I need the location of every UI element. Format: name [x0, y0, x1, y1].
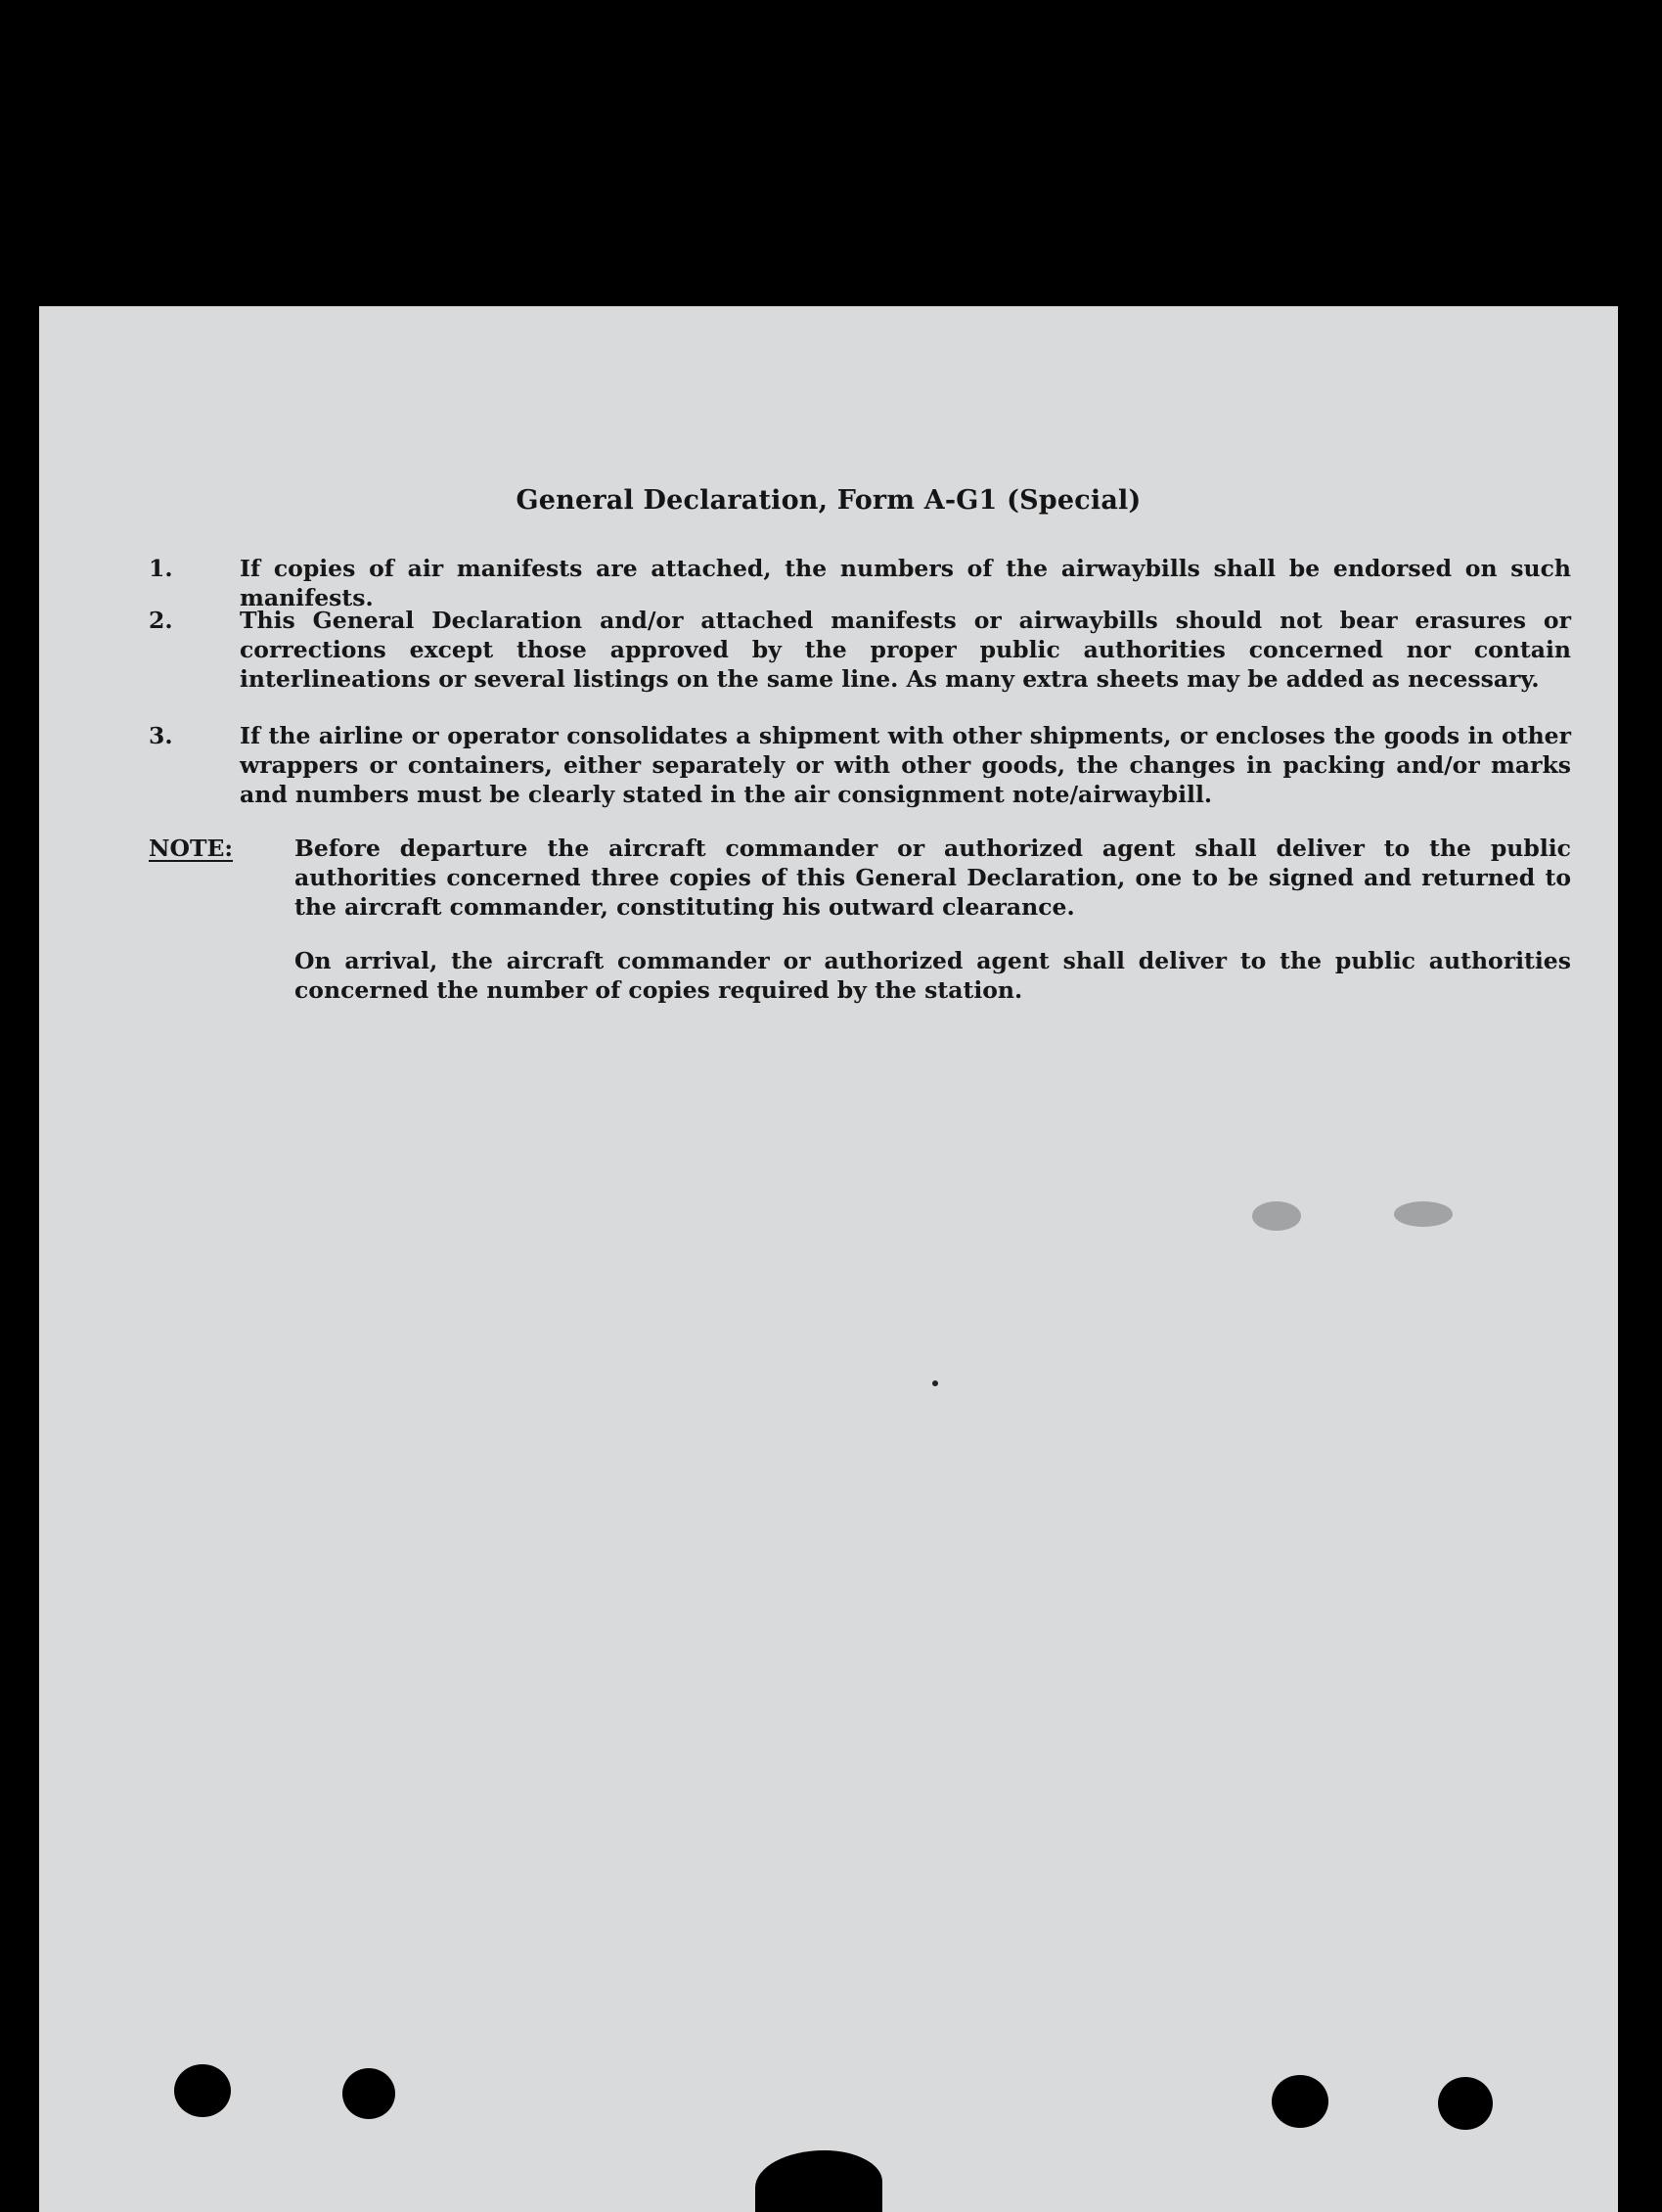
item-number: 3. — [149, 722, 173, 749]
punch-hole-icon — [1438, 2077, 1493, 2130]
torn-edge — [755, 2150, 882, 2212]
item-text: If the airline or operator consolidates a shipment with other shipments, or encloses the goods in other wrappers or containers, either separately or with other goods, the changes in packing and/or marks and numbers must be clearly stated in the air consignment note/airwaybill. — [240, 722, 1571, 808]
instruction-item-2 — [149, 606, 1571, 694]
item-number: 1. — [149, 555, 173, 582]
document-page — [39, 306, 1618, 2212]
punch-hole-icon — [342, 2068, 395, 2119]
note-paragraph-departure: Before departure the aircraft commander or authorized agent shall deliver to the public authorities concerned three copies of this General Declaration, one to be signed and returned to the aircraft commander, constituting his outward clearance. — [294, 835, 1571, 921]
scan-speck — [932, 1380, 938, 1386]
punch-hole-icon — [174, 2064, 231, 2117]
instruction-item-1 — [149, 554, 1571, 612]
item-text: This General Declaration and/or attached manifests or airwaybills should not bear erasures or corrections except those approved by the proper public authorities concerned nor contain interlineations or several listings on the same line. As many extra sheets may be added as necessary. — [240, 607, 1571, 693]
item-text: If copies of air manifests are attached, the numbers of the airwaybills shall be endorsed on such manifests. — [240, 555, 1571, 611]
document-title: General Declaration, Form A-G1 (Special) — [516, 485, 1142, 516]
scan-smudge — [1394, 1201, 1453, 1227]
item-number: 2. — [149, 607, 173, 634]
note-label: NOTE: — [149, 835, 234, 862]
note-paragraph-arrival: On arrival, the aircraft commander or authorized agent shall deliver to the public authorities concerned the number of copies required by the station. — [294, 947, 1571, 1004]
instruction-item-3 — [149, 721, 1571, 809]
note-section — [149, 834, 1571, 1029]
scan-smudge — [1252, 1201, 1301, 1231]
punch-hole-icon — [1272, 2075, 1328, 2128]
